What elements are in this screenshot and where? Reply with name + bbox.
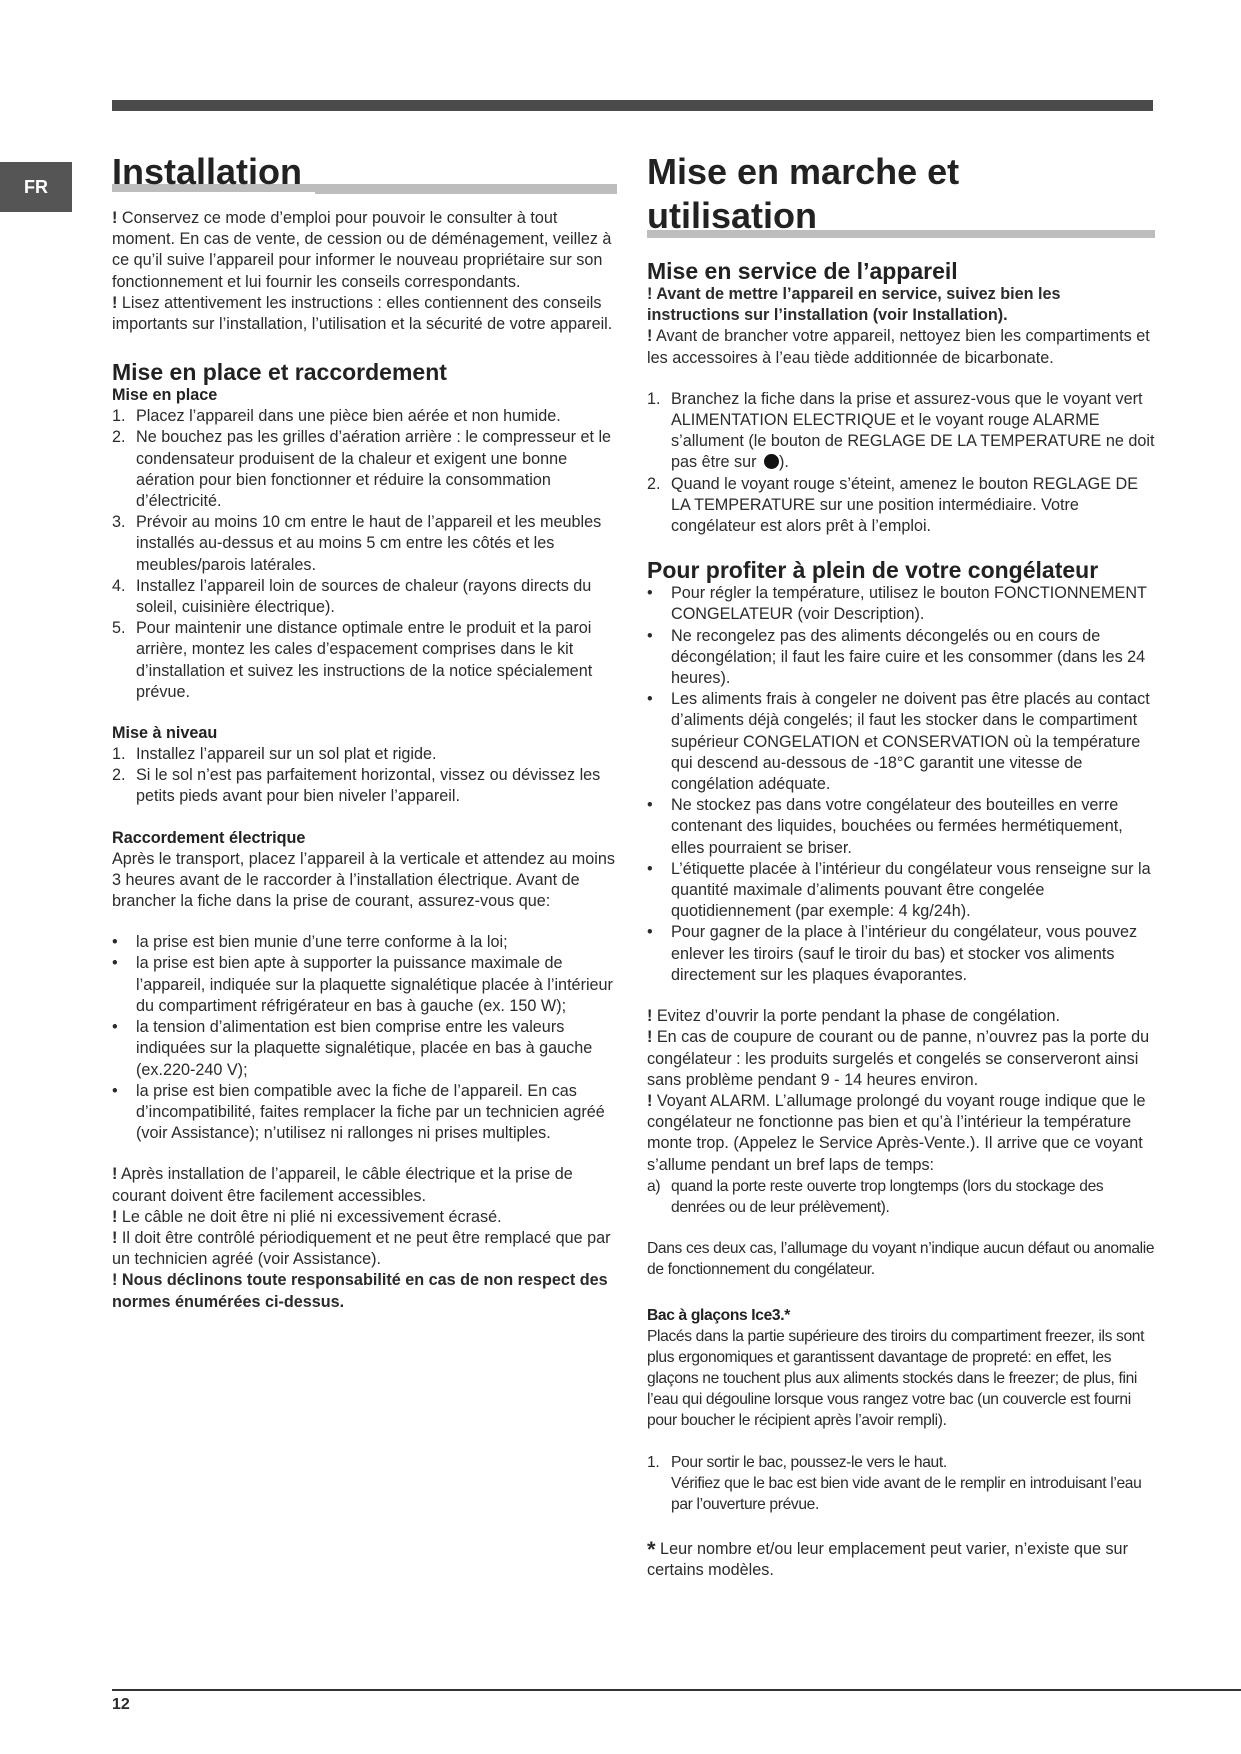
warning-paragraph: ! Après installation de l’appareil, le câble électrique et la prise de courant doivent être facilement accessibles.: [112, 1165, 573, 1205]
filled-circle-icon: [764, 454, 779, 469]
page-number: 12: [112, 1696, 130, 1713]
warning-paragraph: ! Il doit être contrôlé périodiquement et ne peut être remplacé que par un technicien agréé (voir Assistance).: [112, 1228, 611, 1269]
alarm-case-list: [647, 1176, 1155, 1218]
footnote: * Leur nombre et/ou leur emplacement peut varier, n’existe que sur certains modèles.: [647, 1537, 1128, 1580]
list-item: 1. Placez l’appareil dans une pièce bien aérée et non humide.: [112, 407, 561, 426]
right-column: [647, 150, 1155, 1582]
list-item: 2. Ne bouchez pas les grilles d’aération arrière : le compresseur et le condensateur produisent de la chaleur et exigent une bonne aération pour bien fonctionner et réduire la consommation d’électricité.: [112, 428, 612, 511]
service-note: ! Avant de brancher votre appareil, nettoyez bien les compartiments et les accessoires à l’eau tiède additionnée de bicarbonate.: [647, 327, 1150, 367]
enjoy-section-title: Pour profiter à plein de votre congélateur: [647, 557, 1099, 584]
placement-list: [112, 406, 617, 703]
list-item: • Ne recongelez pas des aliments décongelés ou en cours de décongélation; il faut les faire cuire et les consommer (dans les 24 heures).: [647, 626, 1146, 688]
placement-section-title: Mise en place et raccordement: [112, 359, 447, 386]
operation-title-line-2: utilisation: [647, 194, 1155, 238]
electrical-subtitle: Raccordement électrique: [112, 828, 306, 847]
both-cases-paragraph: Dans ces deux cas, l’allumage du voyant n’indique aucun défaut ou anomalie de fonctionnement du congélateur.: [647, 1240, 1155, 1279]
list-item: • Pour régler la température, utilisez le bouton FONCTIONNEMENT CONGELATEUR (voir Description).: [647, 584, 1147, 624]
installation-heading-block: [112, 150, 617, 194]
list-item: 1. Installez l’appareil sur un sol plat et rigide.: [112, 745, 437, 764]
footer-rule: [112, 1689, 1241, 1691]
list-item: • la prise est bien apte à supporter la puissance maximale de l’appareil, indiquée sur la plaquette signalétique placée à l’intérieur du compartiment réfrigérateur en bas à gauche (ex. 150 W);: [112, 954, 613, 1015]
list-item: • L’étiquette placée à l’intérieur du congélateur vous renseigne sur la quantité maximale d’aliments pouvant être congelée quotidiennement (par exemple: 4 kg/24h).: [647, 859, 1151, 921]
ice-tray-steps: [647, 1452, 1155, 1516]
service-section-title: Mise en service de l’appareil: [647, 258, 958, 284]
electrical-checklist: [112, 932, 617, 1144]
leveling-subtitle: Mise à niveau: [112, 724, 218, 743]
list-item: 2. Si le sol n’est pas parfaitement horizontal, vissez ou dévissez les petits pieds avant pour bien niveler l’appareil.: [112, 766, 601, 806]
note-paragraph: ! En cas de coupure de courant ou de panne, n’ouvrez pas la porte du congélateur : les produits surgelés et congelés se conserveront ainsi sans problème pendant 9 - 14 heures environ.: [647, 1028, 1150, 1089]
header-rule: [112, 100, 1153, 111]
list-item: • Pour gagner de la place à l’intérieur du congélateur, vous pouvez enlever les tiroirs (sauf le tiroir du bas) et stocker vos aliments directement sur les plaques évaporantes.: [647, 923, 1138, 984]
intro-paragraph-1: ! Conservez ce mode d’emploi pour pouvoir le consulter à tout moment. En cas de vente, de cession ou de déménagement, veillez à ce qu’il suive l’appareil pour informer le nouveau propriétaire sur son fonctionnement et lui fournir les conseils correspondants.: [112, 209, 612, 291]
list-item: 1. Branchez la fiche dans la prise et assurez-vous que le voyant vert ALIMENTATION ELECTRIQUE et le voyant rouge ALARME s’allument (le bouton de REGLAGE DE LA TEMPERATURE ne doit pas être sur ).: [647, 389, 1155, 472]
left-column: [112, 150, 617, 1313]
list-item: 2. Quand le voyant rouge s’éteint, amenez le bouton REGLAGE DE LA TEMPERATURE sur une position intermédiaire. Votre congélateur est alors prêt à l’emploi.: [647, 474, 1139, 536]
list-item: • Les aliments frais à congeler ne doivent pas être placés au contact d’aliments déjà congelés; il faut les stocker dans le compartiment supérieur CONGELATION et CONSERVATION où la température qui descend au-dessous de -18°C garantit une vitesse de congélation adéquate.: [647, 690, 1150, 794]
service-steps: [647, 389, 1155, 537]
placement-subtitle: Mise en place: [112, 386, 218, 405]
list-item: a) quand la porte reste ouverte trop longtemps (lors du stockage des denrées ou de leur prélèvement).: [647, 1177, 1104, 1216]
ice-tray-subtitle: Bac à glaçons Ice3.*: [647, 1306, 790, 1324]
electrical-paragraph: Après le transport, placez l’appareil à la verticale et attendez au moins 3 heures avant de le raccorder à l’installation électrique. Avant de brancher la fiche dans la prise de courant, assurez-vous que:: [112, 849, 615, 911]
list-item: 4. Installez l’appareil loin de sources de chaleur (rayons directs du soleil, cuisinière électrique).: [112, 576, 592, 617]
leveling-list: [112, 744, 617, 808]
intro-paragraph-2: ! Lisez attentivement les instructions : elles contiennent des conseils importants sur l’installation, l’utilisation et la sécurité de votre appareil.: [112, 293, 613, 334]
service-bold-note: ! Avant de mettre l’appareil en service, suivez bien les instructions sur l’installation (voir Installation).: [647, 285, 1061, 325]
note-paragraph: ! Evitez d’ouvrir la porte pendant la phase de congélation.: [647, 1007, 1061, 1026]
enjoy-list: [647, 583, 1155, 986]
operation-title-line-1: Mise en marche et: [647, 151, 960, 192]
installation-title: Installation: [112, 151, 303, 192]
note-paragraph: ! Voyant ALARM. L’allumage prolongé du voyant rouge indique que le congélateur ne fonctionne pas bien et qu’à l’intérieur la température monte trop. (Appelez le Service Après-Vente.). Il arrive que ce voyant s’allume pendant un bref laps de temps:: [647, 1091, 1146, 1174]
warning-paragraph: ! Le câble ne doit être ni plié ni excessivement écrasé.: [112, 1207, 502, 1226]
list-item: • la tension d’alimentation est bien comprise entre les valeurs indiquées sur la plaquette signalétique, placée en bas à gauche (ex.220-240 V);: [112, 1018, 593, 1079]
language-tab: FR: [0, 162, 72, 212]
list-item: 3. Prévoir au moins 10 cm entre le haut de l’appareil et les meubles installés au-dessus et au moins 5 cm entre les côtés et les meubles/parois latérales.: [112, 513, 602, 574]
list-item: • Ne stockez pas dans votre congélateur des bouteilles en verre contenant des liquides, bouchées ou fermées hermétiquement, elles pourraient se briser.: [647, 796, 1123, 857]
list-item: 1. Pour sortir le bac, poussez-le vers le haut. Vérifiez que le bac est bien vide avant de le remplir en introduisant l’eau par l’ouverture prévue.: [647, 1453, 1142, 1513]
list-item: 5. Pour maintenir une distance optimale entre le produit et la paroi arrière, montez les cales d’espacement comprises dans le kit d’installation et suivez les instructions de la notice spécialement prévue.: [112, 619, 593, 701]
list-item: • la prise est bien munie d’une terre conforme à la loi;: [112, 933, 508, 952]
disclaimer: ! Nous déclinons toute responsabilité en cas de non respect des normes énumérées ci-dessus.: [112, 1271, 608, 1311]
ice-tray-paragraph: Placés dans la partie supérieure des tiroirs du compartiment freezer, ils sont plus ergonomiques et garantissent davantage de propreté: en effet, les glaçons ne touchent plus aux aliments stockés dans le freezer; de plus, fini l’eau qui dégouline lorsque vous rangez votre bac (un couvercle est fourni pour boucher le récipient après l’avoir rempli).: [647, 1327, 1145, 1430]
list-item: • la prise est bien compatible avec la fiche de l’appareil. En cas d’incompatibilité, faites remplacer la fiche par un technicien agréé (voir Assistance); n’utilisez ni rallonges ni prises multiples.: [112, 1081, 605, 1143]
